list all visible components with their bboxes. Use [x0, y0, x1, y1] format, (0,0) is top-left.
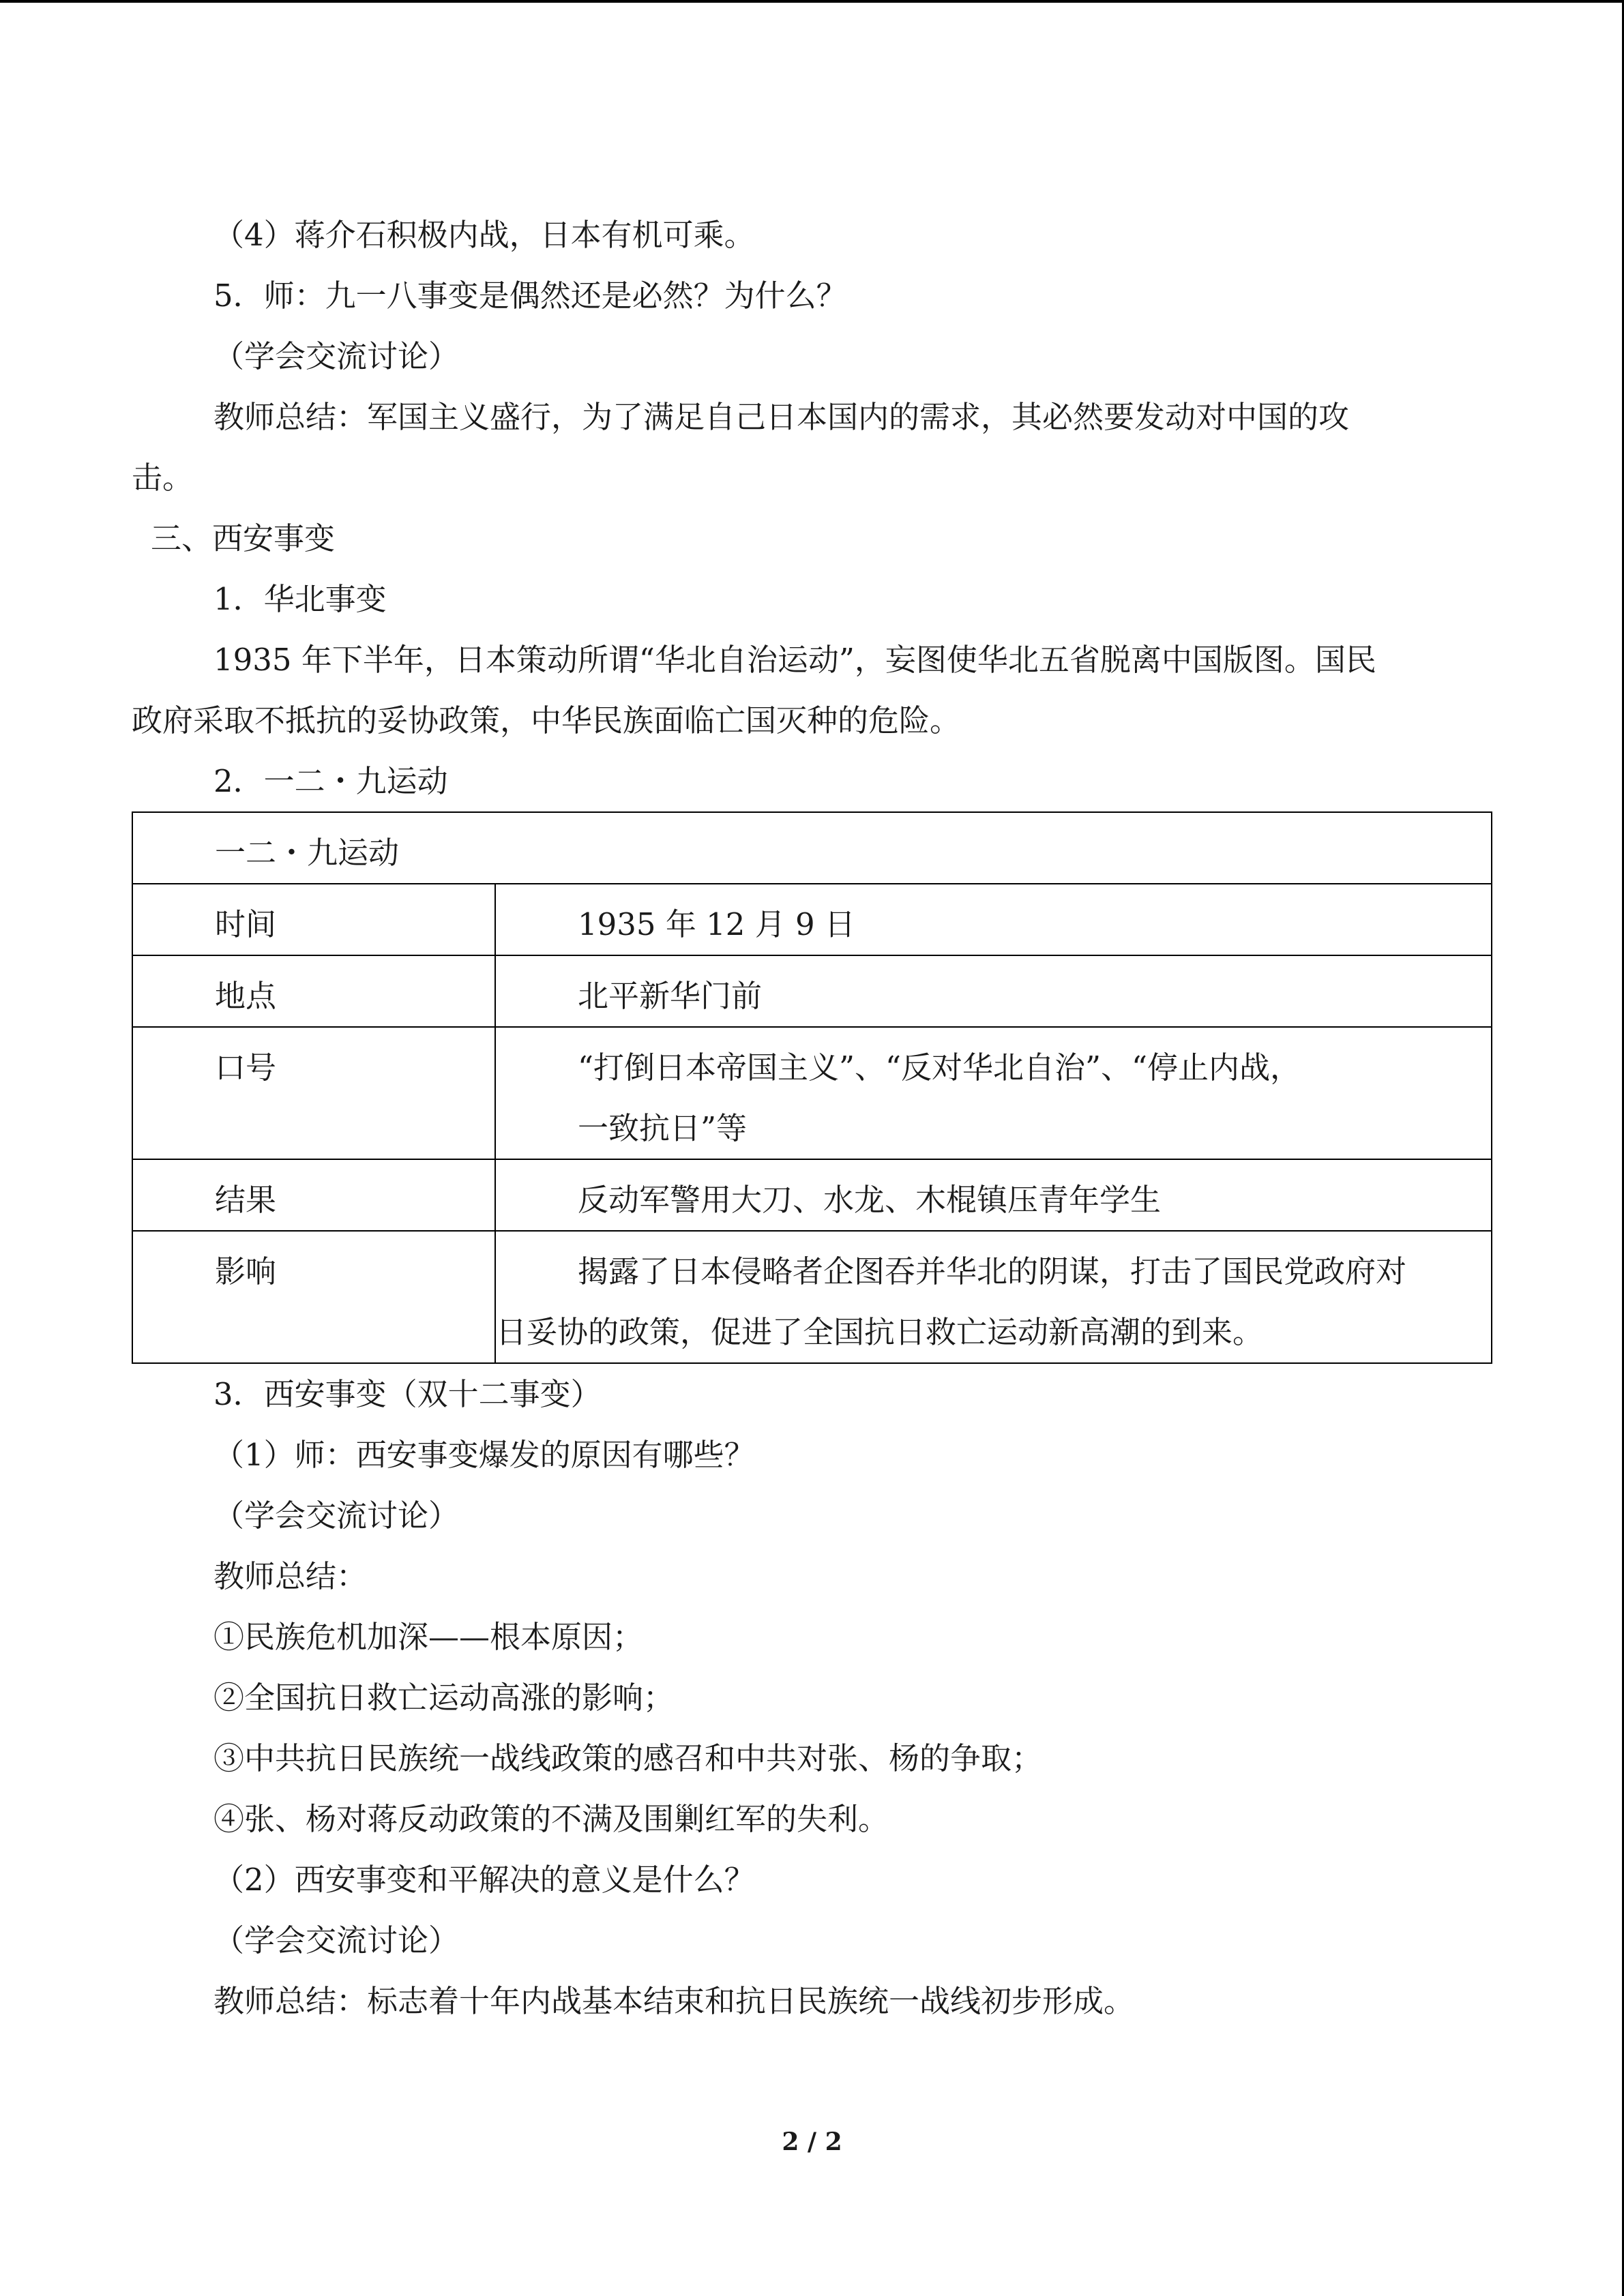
impact-line1: 揭露了日本侵略者企图吞并华北的阴谋，打击了国民党政府对	[578, 1253, 1407, 1289]
discussion-note: （学会交流讨论）	[213, 1497, 460, 1534]
row-value: 1935 年 12 月 9 日	[495, 884, 1492, 955]
discussion-note: （学会交流讨论）	[213, 1922, 460, 1958]
movement-table	[132, 811, 1492, 1364]
table-title: 一二・九运动	[132, 812, 1492, 884]
row-label: 结果	[132, 1159, 495, 1231]
row-label: 口号	[132, 1027, 495, 1159]
page-top-border	[0, 0, 1624, 3]
cause-item-2: ②全国抗日救亡运动高涨的影响；	[213, 1680, 675, 1716]
section-heading-3: 三、西安事变	[151, 520, 336, 556]
huabei-para-line1: 1935 年下半年，日本策动所谓“华北自治运动”，妄图使华北五省脱离中国版图。国民	[213, 642, 1376, 678]
question-xian-significance: （2）西安事变和平解决的意义是什么？	[213, 1862, 755, 1898]
huabei-para-line2: 政府采取不抵抗的妥协政策，中华民族面临亡国灭种的危险。	[132, 702, 961, 739]
row-label: 影响	[132, 1231, 495, 1363]
row-value: 反动军警用大刀、水龙、木棍镇压青年学生	[495, 1159, 1492, 1231]
table-header-row	[132, 812, 1492, 884]
subheading-129: 2．一二・九运动	[213, 763, 448, 799]
cause-4: （4）蒋介石积极内战，日本有机可乘。	[213, 217, 755, 253]
page-number: 2 / 2	[782, 2128, 842, 2156]
table-row	[132, 884, 1492, 955]
cause-item-4: ④张、杨对蒋反动政策的不满及围剿红军的失利。	[213, 1801, 889, 1837]
subheading-xian: 3．西安事变（双十二事变）	[213, 1376, 602, 1412]
question-xian-cause: （1）师：西安事变爆发的原因有哪些？	[213, 1437, 755, 1473]
row-label: 地点	[132, 955, 495, 1027]
question-5: 5．师：九一八事变是偶然还是必然？为什么？	[213, 278, 847, 314]
teacher-summary-label: 教师总结：	[213, 1558, 368, 1594]
teacher-summary-significance: 教师总结：标志着十年内战基本结束和抗日民族统一战线初步形成。	[213, 1983, 1135, 2019]
slogan-line2: 一致抗日”等	[578, 1110, 748, 1146]
row-value	[495, 1027, 1492, 1159]
table-row	[132, 1027, 1492, 1159]
document-body	[132, 205, 1492, 2031]
cause-item-3: ③中共抗日民族统一战线政策的感召和中共对张、杨的争取；	[213, 1740, 1043, 1776]
table-row	[132, 1159, 1492, 1231]
subheading-huabei: 1．华北事变	[213, 581, 387, 617]
teacher-summary-line1: 教师总结：军国主义盛行，为了满足自己日本国内的需求，其必然要发动对中国的攻	[213, 399, 1350, 435]
teacher-summary-line2: 击。	[132, 460, 194, 496]
row-value: 北平新华门前	[495, 955, 1492, 1027]
slogan-line1: “打倒日本帝国主义”、“反对华北自治”、“停止内战，	[578, 1049, 1301, 1086]
discussion-note: （学会交流讨论）	[213, 338, 460, 374]
table-row	[132, 955, 1492, 1027]
row-value	[495, 1231, 1492, 1363]
impact-line2: 日妥协的政策，促进了全国抗日救亡运动新高潮的到来。	[496, 1314, 1264, 1350]
table-row	[132, 1231, 1492, 1363]
cause-item-1: ①民族危机加深——根本原因；	[213, 1619, 644, 1655]
row-label: 时间	[132, 884, 495, 955]
